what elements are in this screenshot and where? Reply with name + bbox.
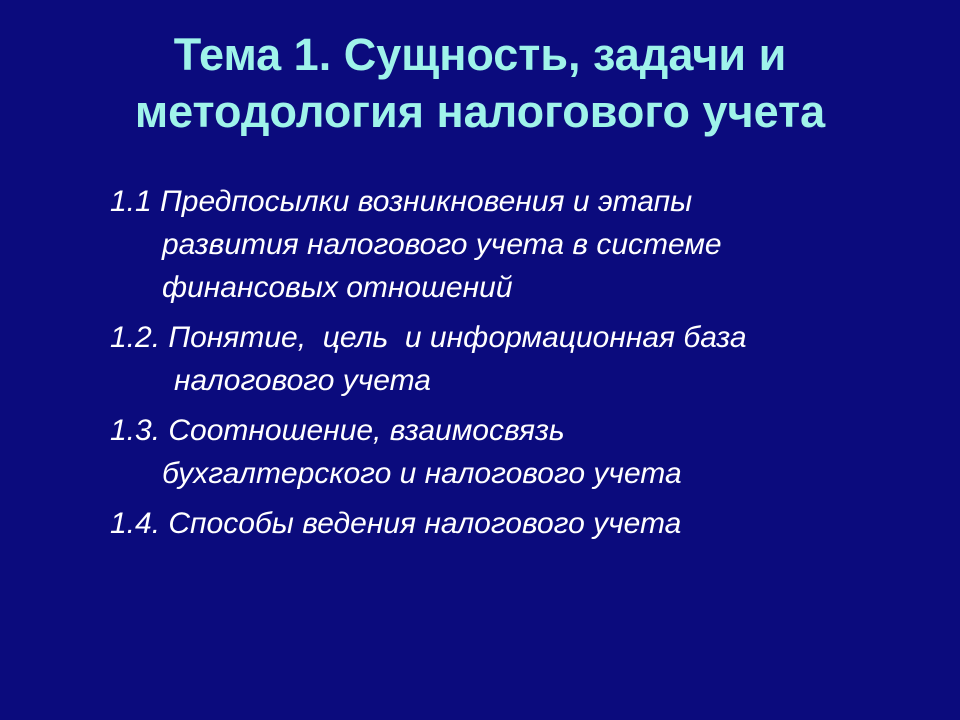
slide-title-line-2: методология налогового учета — [134, 86, 826, 137]
topic-item-1-1 — [110, 180, 930, 309]
topic-item-1-1-line-2: развития налогового учета в системе — [162, 228, 722, 261]
topic-item-1-1-line-1: 1.1 Предпосылки возникновения и этапы — [110, 185, 693, 218]
topic-item-1-3-line-2: бухгалтерского и налогового учета — [162, 457, 682, 490]
topic-item-1-4 — [110, 502, 930, 545]
topic-item-1-2-line-1: 1.2. Понятие, цель и информационная база — [110, 321, 747, 354]
topic-item-1-2 — [110, 316, 930, 402]
topic-list — [110, 180, 930, 552]
topic-item-1-3-line-1: 1.3. Соотношение, взаимосвязь — [110, 414, 565, 447]
topic-item-1-4-line-1: 1.4. Способы ведения налогового учета — [110, 507, 682, 540]
topic-item-1-3 — [110, 409, 930, 495]
topic-item-1-1-line-3: финансовых отношений — [162, 271, 513, 304]
slide-title — [40, 26, 920, 140]
topic-item-1-2-line-2: налогового учета — [174, 364, 431, 397]
slide-title-line-1: Тема 1. Сущность, задачи и — [173, 29, 787, 80]
